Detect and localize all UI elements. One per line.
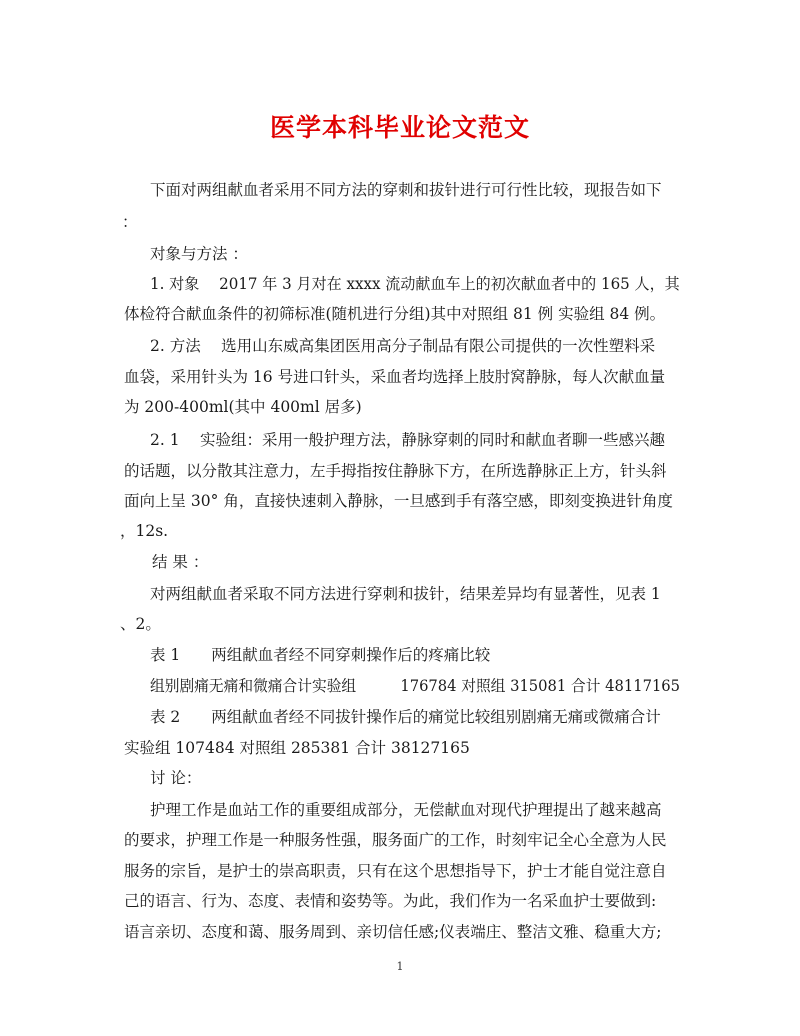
paragraph-line: 2. 1 实验组：采用一般护理方法，静脉穿刺的同时和献血者聊一些感兴趣 [150, 431, 666, 449]
paragraph-line: ： [122, 213, 138, 231]
paragraph-line: 的话题，以分散其注意力，左手拇指按住静脉下方，在所选静脉正上方，针头斜 [124, 462, 667, 480]
paragraph-line: 血袋，采用针头为 16 号进口针头，采血者均选择上肢肘窝静脉，每人次献血量 [124, 368, 666, 386]
paragraph-line: 体检符合献血条件的初筛标准(随机进行分组)其中对照组 81 例 实验组 84 例。 [124, 305, 666, 323]
section-heading: 讨 论： [150, 769, 202, 787]
paragraph-line: 1. 对象 2017 年 3 月对在 xxxx 流动献血车上的初次献血者中的 165 人，其 [150, 275, 680, 293]
table-caption: 表 1 两组献血者经不同穿刺操作后的疼痛比较 [150, 646, 491, 664]
paragraph-line: 语言亲切、态度和蔼、服务周到、亲切信任感;仪表端庄、整洁文雅、稳重大方; [124, 923, 662, 941]
paragraph-line: 己的语言、行为、态度、表情和姿势等。为此，我们作为一名采血护士要做到: [124, 892, 657, 910]
paragraph-line: 服务的宗旨，是护士的崇高职责，只有在这个思想指导下，护士才能自觉注意自 [124, 862, 667, 880]
table-data-line: 组别剧痛无痛和微痛合计实验组 176784 对照组 315081 合计 48117165 [150, 677, 681, 695]
section-heading: 结 果 ： [152, 553, 209, 571]
paragraph-line: 为 200-400ml(其中 400ml 居多) [124, 398, 362, 416]
paragraph-line: 护理工作是血站工作的重要组成部分，无偿献血对现代护理提出了越来越高 [150, 801, 662, 819]
paragraph-line: ，12s. [120, 522, 169, 540]
table-caption: 表 2 两组献血者经不同拔针操作后的痛觉比较组别剧痛无痛或微痛合计 [150, 708, 661, 726]
page-title: 医学本科毕业论文范文 [269, 113, 530, 142]
section-heading: 对象与方法 ： [150, 245, 248, 263]
table-data-line: 实验组 107484 对照组 285381 合计 38127165 [124, 739, 470, 757]
paragraph-line: 下面对两组献血者采用不同方法的穿刺和拔针进行可行性比较，现报告如下 [150, 181, 662, 199]
paragraph-line: 2. 方法 选用山东威高集团医用高分子制品有限公司提供的一次性塑料采 [150, 337, 656, 355]
paragraph-line: 对两组献血者采取不同方法进行穿刺和拔针，结果差异均有显著性，见表 1 [150, 585, 661, 603]
paragraph-line: 面向上呈 30° 角，直接快速刺入静脉，一旦感到手有落空感，即刻变换进针角度 [124, 492, 673, 510]
paragraph-line: 的要求，护理工作是一种服务性强，服务面广的工作，时刻牢记全心全意为人民 [124, 831, 667, 849]
paragraph-line: 、2。 [120, 615, 161, 633]
page-number: 1 [396, 960, 404, 973]
